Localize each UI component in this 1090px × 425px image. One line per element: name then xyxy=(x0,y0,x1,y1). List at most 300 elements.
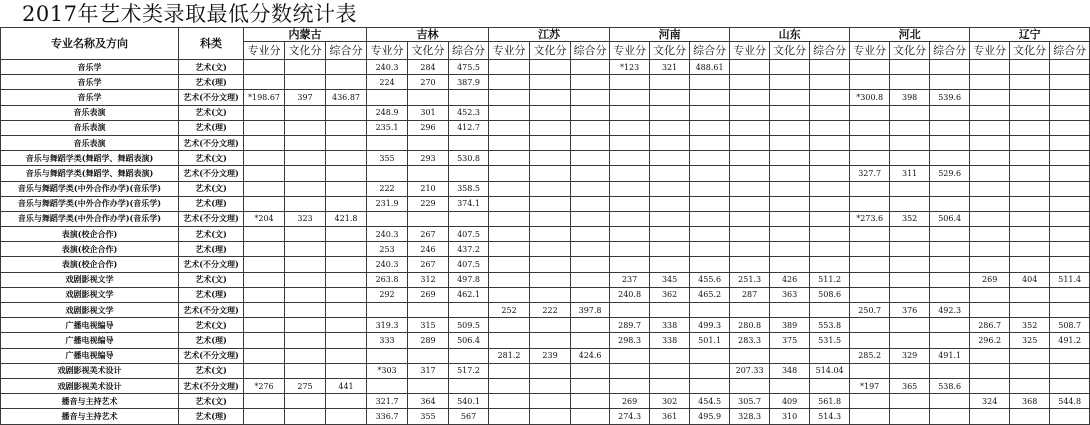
score-cell xyxy=(244,60,285,75)
score-cell: 222 xyxy=(367,181,408,196)
score-cell xyxy=(610,348,650,363)
score-cell xyxy=(244,348,285,363)
score-cell xyxy=(730,378,770,393)
score-cell xyxy=(326,60,367,75)
score-cell: *300.8 xyxy=(850,90,890,105)
table-row xyxy=(1,166,1090,181)
score-cell xyxy=(1050,75,1090,90)
score-cell xyxy=(571,90,610,105)
score-cell xyxy=(571,227,610,242)
score-cell xyxy=(285,242,326,257)
score-cell xyxy=(244,272,285,287)
score-cell xyxy=(970,363,1010,378)
table-row xyxy=(1,90,1090,105)
score-cell xyxy=(890,333,930,348)
score-cell xyxy=(571,287,610,302)
province-header: 河南 xyxy=(610,28,730,42)
score-cell xyxy=(244,120,285,135)
score-cell xyxy=(285,272,326,287)
score-type-header: 综合分 xyxy=(930,42,970,60)
score-cell xyxy=(1010,60,1050,75)
major-name-cell: 音乐表演 xyxy=(1,120,179,135)
score-cell xyxy=(930,318,970,333)
score-cell xyxy=(890,242,930,257)
score-cell xyxy=(244,227,285,242)
score-type-header: 专业分 xyxy=(610,42,650,60)
score-cell xyxy=(1010,287,1050,302)
header-row-provinces xyxy=(1,28,1090,42)
score-cell: 269 xyxy=(408,287,449,302)
category-cell: 艺术(不分文理) xyxy=(179,135,244,150)
score-cell xyxy=(610,378,650,393)
score-cell xyxy=(690,303,730,318)
table-row xyxy=(1,120,1090,135)
score-cell xyxy=(571,378,610,393)
category-cell: 艺术(理) xyxy=(179,409,244,424)
score-cell xyxy=(610,75,650,90)
score-cell xyxy=(408,378,449,393)
score-cell xyxy=(489,287,530,302)
score-cell: 363 xyxy=(770,287,810,302)
score-cell xyxy=(530,105,571,120)
score-cell: 436.87 xyxy=(326,90,367,105)
score-cell xyxy=(530,75,571,90)
score-table xyxy=(0,27,1090,425)
score-cell xyxy=(730,348,770,363)
score-cell xyxy=(650,166,690,181)
score-cell: 207.33 xyxy=(730,363,770,378)
score-type-header: 综合分 xyxy=(810,42,850,60)
score-cell xyxy=(650,348,690,363)
table-row xyxy=(1,151,1090,166)
score-cell: 539.6 xyxy=(930,90,970,105)
score-cell: 397 xyxy=(285,90,326,105)
score-cell xyxy=(730,120,770,135)
score-cell xyxy=(1010,303,1050,318)
score-cell xyxy=(770,151,810,166)
score-cell xyxy=(850,287,890,302)
score-cell xyxy=(690,363,730,378)
score-cell xyxy=(890,75,930,90)
score-cell xyxy=(367,166,408,181)
major-name-cell: 播音与主持艺术 xyxy=(1,409,179,424)
score-cell xyxy=(530,211,571,226)
score-type-header: 专业分 xyxy=(970,42,1010,60)
score-cell: 538.6 xyxy=(930,378,970,393)
score-cell xyxy=(326,333,367,348)
score-cell xyxy=(326,272,367,287)
score-cell xyxy=(730,60,770,75)
score-cell xyxy=(326,120,367,135)
score-cell xyxy=(449,166,489,181)
score-cell xyxy=(244,181,285,196)
major-name-cell: 广播电视编导 xyxy=(1,333,179,348)
score-cell: 407.5 xyxy=(449,227,489,242)
score-cell xyxy=(530,166,571,181)
score-cell xyxy=(890,135,930,150)
table-row xyxy=(1,378,1090,393)
score-cell xyxy=(810,257,850,272)
score-cell: 222 xyxy=(530,303,571,318)
score-cell xyxy=(610,166,650,181)
score-cell xyxy=(610,120,650,135)
score-cell: 362 xyxy=(650,287,690,302)
score-cell: *273.6 xyxy=(850,211,890,226)
score-cell xyxy=(610,135,650,150)
score-cell: 455.6 xyxy=(690,272,730,287)
score-cell xyxy=(650,90,690,105)
score-cell xyxy=(285,105,326,120)
score-cell xyxy=(285,196,326,211)
score-cell xyxy=(930,227,970,242)
score-cell xyxy=(810,348,850,363)
score-cell: 361 xyxy=(650,409,690,424)
score-cell xyxy=(970,303,1010,318)
score-type-header: 文化分 xyxy=(285,42,326,60)
score-cell xyxy=(1050,211,1090,226)
score-cell xyxy=(650,135,690,150)
score-cell xyxy=(571,105,610,120)
score-cell: 365 xyxy=(890,378,930,393)
score-type-header: 文化分 xyxy=(408,42,449,60)
category-cell: 艺术(理) xyxy=(179,333,244,348)
score-type-header: 文化分 xyxy=(530,42,571,60)
score-cell xyxy=(1010,242,1050,257)
score-cell xyxy=(1010,211,1050,226)
category-cell: 艺术(文) xyxy=(179,227,244,242)
score-cell: 246 xyxy=(408,242,449,257)
score-cell xyxy=(650,211,690,226)
score-cell xyxy=(1010,378,1050,393)
score-cell xyxy=(489,227,530,242)
score-cell xyxy=(1010,409,1050,424)
score-cell xyxy=(810,378,850,393)
major-name-cell: 音乐学 xyxy=(1,90,179,105)
category-cell: 艺术(理) xyxy=(179,75,244,90)
category-cell: 艺术(理) xyxy=(179,242,244,257)
major-name-cell: 广播电视编导 xyxy=(1,318,179,333)
score-cell xyxy=(730,303,770,318)
table-body xyxy=(1,60,1090,425)
score-cell xyxy=(890,272,930,287)
score-cell xyxy=(690,90,730,105)
score-cell xyxy=(1050,348,1090,363)
score-cell xyxy=(449,378,489,393)
score-cell xyxy=(530,257,571,272)
score-cell: 355 xyxy=(367,151,408,166)
score-cell xyxy=(650,378,690,393)
score-cell: 409 xyxy=(770,394,810,409)
score-cell xyxy=(449,211,489,226)
score-cell: 253 xyxy=(367,242,408,257)
score-cell xyxy=(930,257,970,272)
score-cell xyxy=(690,227,730,242)
score-cell xyxy=(285,227,326,242)
score-cell: 441 xyxy=(326,378,367,393)
score-cell: 509.5 xyxy=(449,318,489,333)
score-cell: 286.7 xyxy=(970,318,1010,333)
score-cell xyxy=(244,394,285,409)
score-cell xyxy=(890,120,930,135)
category-cell: 艺术(文) xyxy=(179,60,244,75)
score-cell: 376 xyxy=(890,303,930,318)
score-cell: 296.2 xyxy=(970,333,1010,348)
score-cell: 495.9 xyxy=(690,409,730,424)
score-cell xyxy=(650,303,690,318)
score-cell: 529.6 xyxy=(930,166,970,181)
score-cell xyxy=(326,303,367,318)
score-cell xyxy=(489,242,530,257)
score-cell xyxy=(770,378,810,393)
major-name-cell: 音乐学 xyxy=(1,75,179,90)
major-name-cell: 戏剧影视文学 xyxy=(1,303,179,318)
category-cell: 艺术(文) xyxy=(179,363,244,378)
score-cell xyxy=(244,75,285,90)
score-cell: 553.8 xyxy=(810,318,850,333)
score-cell xyxy=(571,394,610,409)
score-cell xyxy=(850,272,890,287)
score-cell xyxy=(690,135,730,150)
score-type-header: 专业分 xyxy=(850,42,890,60)
score-cell xyxy=(610,363,650,378)
score-cell xyxy=(850,394,890,409)
score-cell xyxy=(970,105,1010,120)
score-cell xyxy=(850,242,890,257)
score-cell: 374.1 xyxy=(449,196,489,211)
score-cell: 567 xyxy=(449,409,489,424)
score-cell xyxy=(890,181,930,196)
score-cell xyxy=(730,196,770,211)
score-cell xyxy=(650,75,690,90)
score-cell xyxy=(930,75,970,90)
score-cell xyxy=(810,90,850,105)
score-cell xyxy=(571,151,610,166)
table-row xyxy=(1,135,1090,150)
score-cell xyxy=(930,196,970,211)
score-cell xyxy=(730,166,770,181)
score-cell: 404 xyxy=(1010,272,1050,287)
score-cell xyxy=(1050,378,1090,393)
score-cell xyxy=(850,105,890,120)
score-cell: 508.6 xyxy=(810,287,850,302)
score-cell xyxy=(530,363,571,378)
score-cell: 465.2 xyxy=(690,287,730,302)
score-cell xyxy=(850,409,890,424)
score-cell: 389 xyxy=(770,318,810,333)
score-cell xyxy=(730,151,770,166)
score-cell xyxy=(571,60,610,75)
score-cell: 328.3 xyxy=(730,409,770,424)
score-cell xyxy=(530,409,571,424)
score-cell: 530.8 xyxy=(449,151,489,166)
score-cell: 269 xyxy=(610,394,650,409)
score-cell: 319.3 xyxy=(367,318,408,333)
score-cell xyxy=(1050,151,1090,166)
score-cell xyxy=(244,151,285,166)
category-cell: 艺术(理) xyxy=(179,196,244,211)
category-cell: 艺术(不分文理) xyxy=(179,348,244,363)
score-cell: 210 xyxy=(408,181,449,196)
score-cell xyxy=(650,257,690,272)
score-cell xyxy=(1010,135,1050,150)
major-name-cell: 音乐与舞蹈学类(中外合作办学)(音乐学) xyxy=(1,181,179,196)
category-header: 科类 xyxy=(179,28,244,60)
score-cell: *303 xyxy=(367,363,408,378)
score-cell xyxy=(730,211,770,226)
score-cell xyxy=(1010,227,1050,242)
score-cell xyxy=(530,90,571,105)
score-cell xyxy=(530,60,571,75)
score-cell xyxy=(770,257,810,272)
score-cell xyxy=(850,60,890,75)
score-cell xyxy=(530,196,571,211)
table-row xyxy=(1,105,1090,120)
score-cell xyxy=(285,333,326,348)
score-cell xyxy=(970,257,1010,272)
score-cell xyxy=(930,409,970,424)
score-cell: 514.3 xyxy=(810,409,850,424)
score-cell xyxy=(970,60,1010,75)
score-cell xyxy=(285,166,326,181)
score-cell: 437.2 xyxy=(449,242,489,257)
major-name-cell: 音乐与舞蹈学类(舞蹈学、舞蹈表演) xyxy=(1,166,179,181)
score-cell xyxy=(285,394,326,409)
score-cell: *197 xyxy=(850,378,890,393)
score-cell: 321 xyxy=(650,60,690,75)
score-cell xyxy=(970,166,1010,181)
score-cell xyxy=(770,227,810,242)
score-cell xyxy=(244,363,285,378)
score-cell xyxy=(650,242,690,257)
score-cell xyxy=(1050,181,1090,196)
score-cell xyxy=(810,105,850,120)
score-cell xyxy=(571,135,610,150)
score-cell: 224 xyxy=(367,75,408,90)
major-name-cell: 表演(校企合作) xyxy=(1,242,179,257)
score-cell xyxy=(610,90,650,105)
table-row xyxy=(1,196,1090,211)
score-cell xyxy=(690,181,730,196)
score-cell xyxy=(367,135,408,150)
score-cell xyxy=(890,151,930,166)
score-cell: 250.7 xyxy=(850,303,890,318)
score-cell xyxy=(610,242,650,257)
score-cell xyxy=(930,242,970,257)
score-cell: 355 xyxy=(408,409,449,424)
score-type-header: 综合分 xyxy=(326,42,367,60)
score-cell xyxy=(610,151,650,166)
score-cell xyxy=(1050,287,1090,302)
score-cell: 452.3 xyxy=(449,105,489,120)
score-cell xyxy=(367,211,408,226)
score-cell xyxy=(690,378,730,393)
score-cell xyxy=(571,363,610,378)
score-cell xyxy=(571,333,610,348)
score-cell xyxy=(326,287,367,302)
score-cell xyxy=(970,90,1010,105)
score-cell xyxy=(571,120,610,135)
score-cell xyxy=(810,196,850,211)
score-cell xyxy=(1050,257,1090,272)
major-name-cell: 表演(校企合作) xyxy=(1,257,179,272)
score-cell xyxy=(770,196,810,211)
score-cell xyxy=(650,363,690,378)
score-cell: 345 xyxy=(650,272,690,287)
score-cell xyxy=(930,120,970,135)
score-cell: 323 xyxy=(285,211,326,226)
score-cell xyxy=(810,120,850,135)
score-cell: 289.7 xyxy=(610,318,650,333)
score-cell xyxy=(730,105,770,120)
score-cell xyxy=(770,105,810,120)
category-cell: 艺术(文) xyxy=(179,394,244,409)
score-cell xyxy=(530,272,571,287)
score-cell: 368 xyxy=(1010,394,1050,409)
score-cell xyxy=(326,363,367,378)
province-header: 辽宁 xyxy=(970,28,1090,42)
score-cell xyxy=(770,90,810,105)
score-cell xyxy=(367,348,408,363)
score-cell xyxy=(571,272,610,287)
score-cell: 397.8 xyxy=(571,303,610,318)
score-cell: 454.5 xyxy=(690,394,730,409)
major-name-cell: 广播电视编导 xyxy=(1,348,179,363)
score-cell xyxy=(285,409,326,424)
score-cell xyxy=(530,333,571,348)
score-cell xyxy=(326,257,367,272)
province-header: 江苏 xyxy=(489,28,610,42)
major-name-cell: 播音与主持艺术 xyxy=(1,394,179,409)
score-cell xyxy=(489,394,530,409)
score-cell xyxy=(489,211,530,226)
score-cell xyxy=(890,318,930,333)
score-cell xyxy=(850,257,890,272)
score-cell: 248.9 xyxy=(367,105,408,120)
score-cell xyxy=(890,105,930,120)
score-cell xyxy=(408,348,449,363)
score-cell: 324 xyxy=(970,394,1010,409)
score-cell: 491.1 xyxy=(930,348,970,363)
score-cell xyxy=(571,166,610,181)
score-cell: 426 xyxy=(770,272,810,287)
score-cell xyxy=(770,75,810,90)
score-cell xyxy=(449,303,489,318)
score-cell: 540.1 xyxy=(449,394,489,409)
score-cell: 298.3 xyxy=(610,333,650,348)
score-cell xyxy=(810,227,850,242)
score-cell xyxy=(326,151,367,166)
score-cell xyxy=(449,135,489,150)
score-cell xyxy=(367,378,408,393)
score-cell xyxy=(1010,181,1050,196)
score-cell xyxy=(408,166,449,181)
score-cell xyxy=(970,227,1010,242)
score-cell: 421.8 xyxy=(326,211,367,226)
score-cell xyxy=(326,242,367,257)
score-cell xyxy=(850,363,890,378)
score-cell xyxy=(810,303,850,318)
score-cell xyxy=(930,394,970,409)
score-cell xyxy=(285,60,326,75)
score-cell: 235.1 xyxy=(367,120,408,135)
score-cell xyxy=(1050,409,1090,424)
score-cell: 475.5 xyxy=(449,60,489,75)
score-cell xyxy=(1010,196,1050,211)
score-cell xyxy=(489,75,530,90)
category-cell: 艺术(不分文理) xyxy=(179,257,244,272)
score-cell: 252 xyxy=(489,303,530,318)
score-cell xyxy=(970,135,1010,150)
